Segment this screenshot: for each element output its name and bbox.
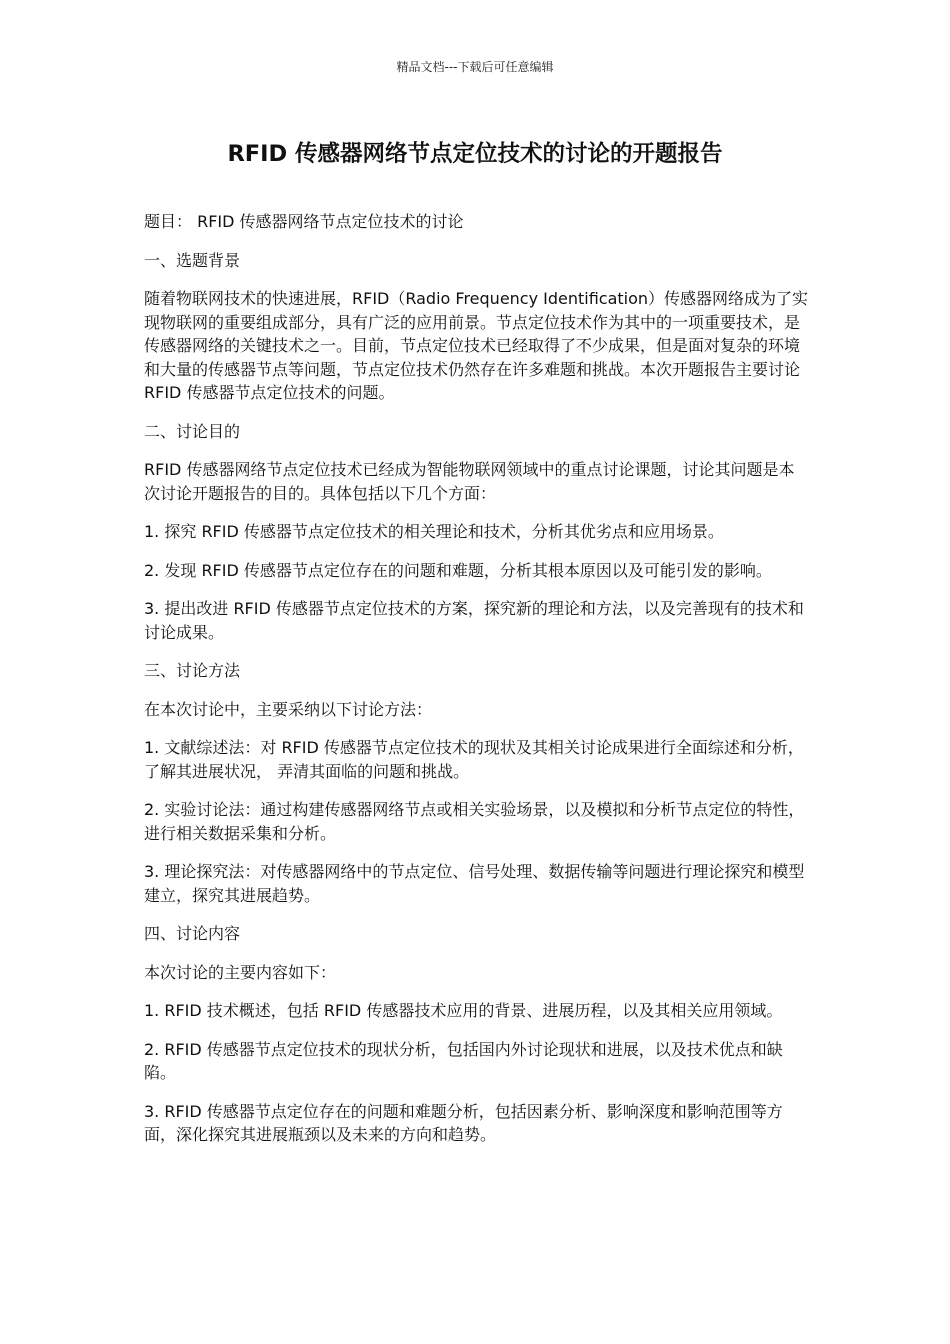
document-title: RFID 传感器网络节点定位技术的讨论的开题报告	[227, 141, 723, 167]
content-intro: 本次讨论的主要内容如下：	[144, 962, 337, 982]
content-item-2: 2. RFID 传感器节点定位技术的现状分析，包括国内外讨论现状和进展，以及技术优点和缺陷。	[144, 1039, 783, 1082]
purpose-item-2: 2. 发现 RFID 传感器节点定位存在的问题和难题，分析其根本原因以及可能引发的影响。	[144, 560, 772, 580]
section-heading-purpose: 二、讨论目的	[144, 421, 241, 441]
method-item-1: 1. 文献综述法：对 RFID 传感器节点定位技术的现状及其相关讨论成果进行全面综述和分析，了解其进展状况， 弄清其面临的问题和挑战。	[144, 738, 804, 781]
purpose-item-1: 1. 探究 RFID 传感器节点定位技术的相关理论和技术，分析其优劣点和应用场景。	[144, 522, 724, 541]
content-item-1: 1. RFID 技术概述，包括 RFID 传感器技术应用的背景、进展历程，以及其相关应用领域。	[144, 1001, 783, 1020]
methods-intro: 在本次讨论中，主要采纳以下讨论方法：	[144, 699, 433, 719]
purpose-paragraph: RFID 传感器网络节点定位技术已经成为智能物联网领域中的重点讨论课题，讨论其问题是本次讨论开题报告的目的。具体包括以下几个方面：	[144, 460, 795, 503]
content-item-3: 3. RFID 传感器节点定位存在的问题和难题分析，包括因素分析、影响深度和影响范围等方面，深化探究其进展瓶颈以及未来的方向和趋势。	[144, 1101, 783, 1144]
document-body	[144, 210, 809, 1162]
topic-line: 题目： RFID 传感器网络节点定位技术的讨论	[144, 212, 464, 231]
method-item-3: 3. 理论探究法：对传感器网络中的节点定位、信号处理、数据传输等问题进行理论探究和模型建立，探究其进展趋势。	[144, 862, 805, 905]
purpose-item-3: 3. 提出改进 RFID 传感器节点定位技术的方案，探究新的理论和方法，以及完善现有的技术和讨论成果。	[144, 599, 804, 642]
method-item-2: 2. 实验讨论法：通过构建传感器网络节点或相关实验场景，以及模拟和分析节点定位的特性，进行相关数据采集和分析。	[144, 800, 805, 843]
background-paragraph: 随着物联网技术的快速进展，RFID（Radio Frequency Identification）传感器网络成为了实现物联网的重要组成部分，具有广泛的应用前景。节点定位技术作为其中的一项重要技术，是传感器网络的关键技术之一。目前，节点定位技术已经取得了不少成果，但是面对复杂的环境和大量的传感器节点等问题，节点定位技术仍然存在许多难题和挑战。本次开题报告主要讨论 RFID 传感器节点定位技术的问题。	[144, 289, 809, 402]
header-note: 精品文档---下载后可任意编辑	[396, 60, 554, 74]
section-heading-background: 一、选题背景	[144, 250, 241, 270]
section-heading-content: 四、讨论内容	[144, 924, 241, 943]
section-heading-methods: 三、讨论方法	[144, 661, 241, 680]
